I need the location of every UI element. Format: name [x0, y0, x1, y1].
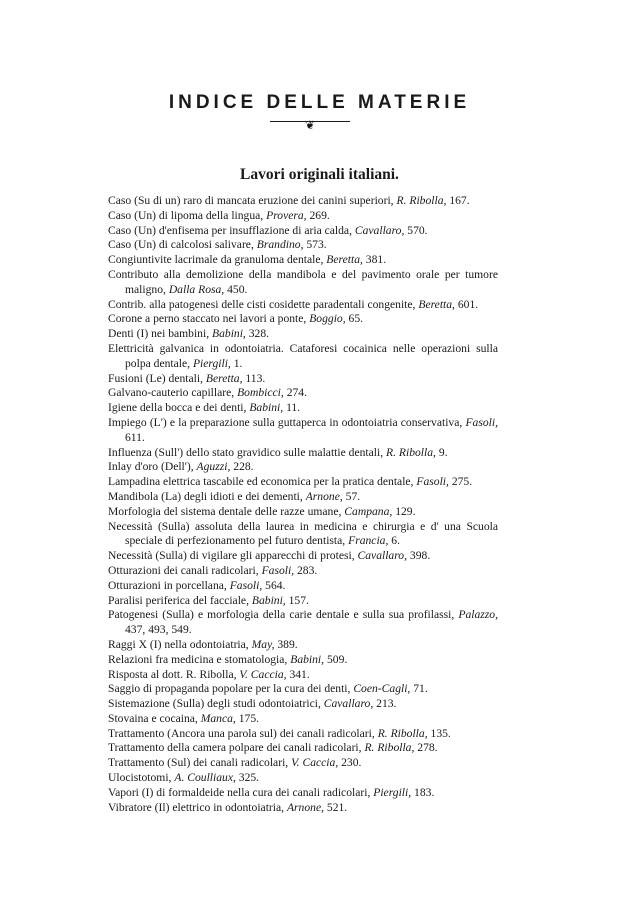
entry-page: 328.	[248, 327, 270, 341]
entry-author: Provera,	[266, 208, 307, 222]
entry-title: Mandibola (La) degli idioti e dei dementi,	[108, 489, 303, 503]
entry-page: 9.	[438, 445, 448, 459]
entry-page: 573.	[306, 238, 327, 252]
entry-author: Babini,	[212, 327, 246, 341]
entry-title: Congiuntivite lacrimale da granuloma dentale,	[108, 253, 324, 267]
index-entry	[108, 727, 498, 742]
entry-author: Beretta,	[326, 253, 363, 267]
entry-author: Boggio,	[309, 312, 346, 326]
entry-author: Cavallaro,	[357, 549, 408, 563]
entry-title: Caso (Un) d'enfisema per insufflazione di aria calda,	[108, 223, 352, 237]
entry-page: 398.	[409, 549, 431, 563]
index-entry	[108, 209, 498, 224]
entry-title: Trattamento della camera polpare dei canali radicolari,	[108, 741, 362, 755]
entry-author: Arnone,	[286, 800, 324, 814]
entry-page: 157.	[288, 593, 309, 607]
entry-title: Fusioni (Le) dentali,	[108, 371, 203, 385]
entry-title: Vibratore (Il) elettrico in odontoiatria,	[108, 800, 285, 814]
entry-author: R. Ribolla,	[364, 741, 415, 755]
entry-author: Dalla Rosa,	[168, 282, 225, 296]
entry-page: 601.	[457, 297, 479, 311]
entry-page: 570.	[407, 223, 428, 237]
entry-title: Sistemazione (Sulla) degli studi odontoiatrici,	[108, 697, 321, 711]
entry-title: Galvano-cauterio capillare,	[108, 386, 235, 400]
index-entry	[108, 298, 498, 313]
entry-title: Denti (I) nei bambini,	[108, 327, 210, 341]
entry-page: 341.	[289, 667, 310, 681]
entry-page: 65.	[348, 312, 364, 326]
entry-page: 230.	[341, 756, 362, 770]
index-entry	[108, 460, 498, 475]
entry-page: 450.	[227, 282, 248, 296]
entry-page: 564.	[265, 578, 286, 592]
entry-title: Contributo alla demolizione della mandibola e del pavimento orale per tumore maligno,	[108, 267, 498, 296]
entry-author: Babini,	[290, 652, 325, 666]
entry-author: Brandino,	[256, 238, 304, 252]
index-entry	[108, 446, 498, 461]
index-entry	[108, 786, 498, 801]
entry-title: Stovaina e cocaina,	[108, 711, 198, 725]
index-entry	[108, 327, 498, 342]
index-entry	[108, 238, 498, 253]
entry-title: Otturazioni dei canali radicolari,	[108, 563, 259, 577]
entry-title: Igiene della bocca e dei denti,	[108, 401, 247, 415]
index-entry	[108, 386, 498, 401]
entry-title: Raggi X (I) nella odontoiatria,	[108, 637, 249, 651]
entry-author: Coen-Cagli,	[353, 682, 411, 696]
entry-page: 269.	[309, 208, 330, 222]
entry-author: Beretta,	[205, 371, 243, 385]
entry-author: Piergili,	[373, 785, 412, 799]
entry-author: Fasoli,	[229, 578, 263, 592]
entry-title: Impiego (L') e la preparazione sulla guttaperca in odontoiatria conservativa,	[108, 415, 463, 429]
entry-page: 325.	[238, 771, 260, 785]
entry-title: Relazioni fra medicina e stomatologia,	[108, 652, 288, 666]
entry-page: 381.	[365, 253, 387, 267]
entry-page: 129.	[395, 504, 416, 518]
entry-author: R. Ribolla,	[396, 194, 447, 207]
entry-page: 521.	[326, 800, 348, 814]
entry-title: Saggio di propaganda popolare per la cura dei denti,	[108, 682, 351, 696]
entry-author: Francia,	[348, 534, 389, 548]
entry-title: Caso (Su di un) raro di mancata eruzione dei canini superiori,	[108, 194, 394, 207]
index-entry	[108, 594, 498, 609]
entry-page: 113.	[245, 371, 266, 385]
entry-page: 274.	[286, 386, 307, 400]
entry-title: Lampadina elettrica tascabile ed economica per la pratica dentale,	[108, 475, 414, 489]
entry-page: 11.	[286, 401, 301, 415]
entry-author: Aguzzi,	[196, 460, 231, 474]
entry-author: Babini,	[249, 401, 284, 415]
entry-title: Necessità (Sulla) di vigilare gli apparecchi di protesi,	[108, 549, 355, 563]
entry-page: 275.	[451, 475, 473, 489]
entry-page: 509.	[326, 652, 348, 666]
entry-title: Inlay d'oro (Dell'),	[108, 460, 194, 474]
index-entry	[108, 741, 498, 756]
index-entry	[108, 253, 498, 268]
entry-title: Otturazioni in porcellana,	[108, 578, 227, 592]
entry-title: Risposta al dott. R. Ribolla,	[108, 667, 237, 681]
index-entry	[108, 653, 498, 668]
entry-page: 71.	[413, 682, 428, 696]
entry-author: R. Ribolla,	[386, 445, 436, 459]
index-entry	[108, 712, 498, 727]
entry-author: Fasoli,	[465, 415, 498, 429]
entry-author: Babini,	[251, 593, 286, 607]
entry-author: Arnone,	[305, 489, 343, 503]
entry-title: Influenza (Sull') dello stato gravidico sulle malattie dentali,	[108, 445, 384, 459]
fleuron-ornament-icon: ❦	[304, 118, 316, 132]
entry-author: Beretta,	[418, 297, 455, 311]
entry-title: Necessità (Sulla) assoluta della laurea in medicina e chirurgia e d' una Scuola speciale di perfezionamento pel futuro dentista,	[108, 519, 498, 548]
index-entry	[108, 342, 498, 372]
index-entry	[108, 520, 498, 550]
index-entry	[108, 194, 498, 209]
entry-page: 437, 493, 549.	[125, 623, 192, 637]
entry-title: Patogenesi (Sulla) e morfologia della carie dentale e sulla sua profilassi,	[108, 608, 455, 622]
entry-author: Piergili,	[192, 356, 231, 370]
section-heading: Lavori originali italiani.	[240, 166, 399, 183]
entry-page: 283.	[297, 563, 318, 577]
entry-page: 135.	[430, 726, 451, 740]
entry-author: Campana,	[344, 504, 393, 518]
index-entry	[108, 697, 498, 712]
index-entry	[108, 608, 498, 638]
entry-title: Trattamento (Sul) dei canali radicolari,	[108, 756, 289, 770]
index-entry	[108, 268, 498, 298]
entry-author: Fasoli,	[416, 475, 449, 489]
entry-title: Morfologia del sistema dentale delle razze umane,	[108, 504, 342, 518]
entry-page: 278.	[417, 741, 438, 755]
index-entry-list	[108, 194, 498, 815]
index-entry	[108, 416, 498, 446]
entry-author: Manca,	[200, 711, 236, 725]
entry-author: V. Caccia,	[239, 667, 287, 681]
entry-title: Ulocistotomi,	[108, 771, 172, 785]
index-entry	[108, 475, 498, 490]
entry-author: Fasoli,	[261, 563, 295, 577]
entry-page: 611.	[125, 430, 145, 444]
entry-page: 1.	[233, 356, 243, 370]
entry-title: Contrib. alla patogenesi delle cisti cosidette paradentali congenite,	[108, 297, 416, 311]
entry-page: 183.	[414, 785, 435, 799]
entry-author: Cavallaro,	[354, 223, 405, 237]
index-entry	[108, 579, 498, 594]
index-entry	[108, 638, 498, 653]
index-entry	[108, 564, 498, 579]
entry-page: 6.	[391, 534, 400, 548]
entry-page: 213.	[376, 697, 397, 711]
page-title: INDICE DELLE MATERIE	[168, 92, 471, 113]
index-entry	[108, 771, 498, 786]
entry-title: Trattamento (Ancora una parola sul) dei canali radicolari,	[108, 726, 375, 740]
entry-author: Bombicci,	[237, 386, 284, 400]
index-entry	[108, 505, 498, 520]
entry-title: Caso (Un) di lipoma della lingua,	[108, 208, 264, 222]
entry-author: V. Caccia,	[291, 756, 339, 770]
entry-author: May,	[251, 637, 275, 651]
entry-page: 389.	[277, 637, 298, 651]
entry-page: 57.	[345, 489, 361, 503]
index-entry	[108, 401, 498, 416]
index-entry	[108, 224, 498, 239]
entry-title: Vapori (I) di formaldeide nella cura dei canali radicolari,	[108, 785, 371, 799]
entry-title: Elettricità galvanica in odontoiatria. Cataforesi cocainica nelle operazioni sulla polpa dentale,	[108, 341, 498, 370]
entry-author: R. Ribolla,	[377, 726, 428, 740]
index-entry	[108, 490, 498, 505]
entry-author: Palazzo,	[458, 608, 498, 622]
entry-title: Paralisi periferica del facciale,	[108, 593, 249, 607]
index-entry	[108, 312, 498, 327]
index-entry	[108, 668, 498, 683]
index-entry	[108, 372, 498, 387]
entry-page: 228.	[233, 460, 254, 474]
entry-author: A. Coulliaux,	[174, 771, 236, 785]
entry-author: Cavallaro,	[323, 697, 374, 711]
index-entry	[108, 801, 498, 816]
entry-page: 167.	[449, 194, 470, 207]
entry-page: 175.	[238, 711, 260, 725]
index-entry	[108, 756, 498, 771]
entry-title: Corone a perno staccato nei lavori a ponte,	[108, 312, 307, 326]
index-entry	[108, 682, 498, 697]
index-entry	[108, 549, 498, 564]
entry-title: Caso (Un) di calcolosi salivare,	[108, 238, 254, 252]
